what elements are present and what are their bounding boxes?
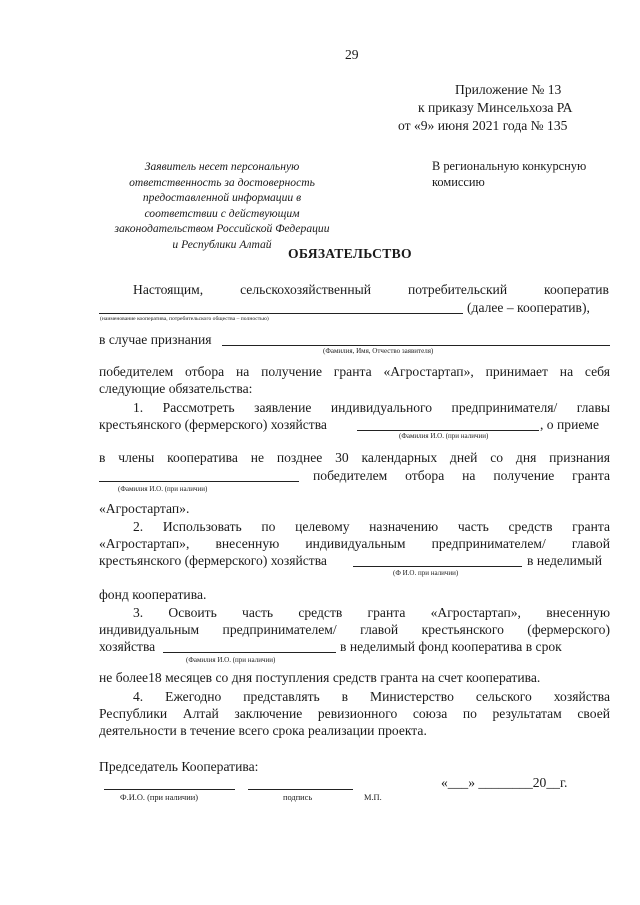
appendix-line-2: к приказу Минсельхоза РА (418, 100, 573, 115)
applicant-name-field[interactable] (222, 345, 610, 346)
fio-signature-line[interactable] (104, 789, 235, 790)
addressee-line: В региональную конкурсную (432, 159, 587, 173)
item1-line-2-end: , о приеме (540, 417, 600, 432)
addressee (432, 158, 586, 190)
appendix-line-3: от «9» июня 2021 года № 135 (398, 118, 568, 133)
disclaimer-line: законодательством Российской Федерации (114, 222, 330, 236)
disclaimer-line: и Республики Алтай (172, 237, 272, 251)
item1-line-3: в члены кооператива не позднее 30 календарных дней со дня признания (99, 450, 610, 465)
addressee-line: комиссию (432, 175, 485, 189)
item1-line-1: 1. Рассмотреть заявление индивидуального предпринимателя/ главы (133, 400, 610, 415)
winner-line-2: следующие обязательства: (99, 381, 253, 396)
intro-tail: (далее – кооператив), (467, 300, 590, 315)
item1-line-2-start: крестьянского (фермерского) хозяйства (99, 417, 327, 432)
signature-line[interactable] (248, 789, 353, 790)
item4-line-1: 4. Ежегодно представлять в Министерство сельского хозяйства (133, 689, 610, 704)
item2-line-4: фонд кооператива. (99, 587, 207, 602)
coop-name-field[interactable] (99, 313, 463, 314)
document-title: ОБЯЗАТЕЛЬСТВО (288, 246, 412, 261)
page-number: 29 (345, 47, 359, 62)
item1-line-5: «Агростартап». (99, 501, 190, 516)
item1-fio-field-2[interactable] (99, 481, 299, 482)
item3-fio-field[interactable] (163, 652, 336, 653)
item3-line-4: не более18 месяцев со дня поступления средств гранта на счет кооператива. (99, 670, 541, 685)
disclaimer (88, 159, 356, 253)
disclaimer-line: ответственность за достоверность (129, 175, 315, 189)
disclaimer-line: предоставленной информации в (142, 191, 302, 205)
item1-caption-2: (Фамилия И.О. (при наличии) (118, 485, 208, 493)
intro-word: сельскохозяйственный (240, 282, 372, 297)
item3-caption: (Фамилия И.О. (при наличии) (186, 656, 276, 664)
item2-line-3-start: крестьянского (фермерского) хозяйства (99, 553, 327, 568)
intro-word: кооператив (544, 282, 609, 297)
coop-caption: (наименование кооператива, потребительского общества – полностью) (100, 316, 269, 322)
item2-caption: (Ф И.О. при наличии) (393, 569, 459, 577)
disclaimer-line: Заявитель несет персональную (144, 160, 300, 173)
item3-line-1: 3. Освоить часть средств гранта «Агростартап», внесенную (133, 605, 610, 620)
winner-line-1: победителем отбора на получение гранта «Агростартап», принимает на себя (99, 364, 610, 379)
item3-line-3-start: хозяйства (99, 639, 156, 654)
stamp-caption: М.П. (364, 793, 382, 802)
item2-line-3-end: в неделимый (527, 553, 602, 568)
applicant-caption: (Фамилия, Имя, Отчество заявителя) (323, 347, 434, 355)
intro-word: Настоящим, (133, 282, 204, 297)
intro-word: потребительский (407, 282, 508, 297)
item3-line-3-end: в неделимый фонд кооператива в срок (340, 639, 562, 654)
item2-line-2: «Агростартап», внесенную индивидуальным предпринимателем/ главой (99, 536, 610, 551)
item1-caption: (Фамилия И.О. (при наличии) (399, 432, 489, 440)
sign-caption: подпись (283, 793, 313, 802)
recognition-label: в случае признания (99, 332, 212, 347)
fio-caption: Ф.И.О. (при наличии) (120, 793, 199, 802)
item4-line-3: деятельности в течение всего срока реализации проекта. (99, 723, 427, 738)
item2-line-1: 2. Использовать по целевому назначению часть средств гранта (133, 519, 610, 534)
item4-line-2: Республики Алтай заключение ревизионного союза по результатам своей (99, 706, 610, 721)
appendix-line-1: Приложение № 13 (455, 82, 562, 97)
chairman-label: Председатель Кооператива: (99, 759, 259, 774)
item1-line-4-end: победителем отбора на получение гранта (313, 468, 610, 483)
item2-fio-field[interactable] (353, 566, 522, 567)
item1-fio-field[interactable] (357, 430, 539, 431)
intro-line (133, 282, 609, 298)
item3-line-2: индивидуальным предпринимателем/ главой крестьянского (фермерского) (99, 622, 610, 637)
disclaimer-line: соответствии с действующим (144, 206, 300, 220)
date-field[interactable]: «___» ________20__г. (441, 775, 568, 790)
